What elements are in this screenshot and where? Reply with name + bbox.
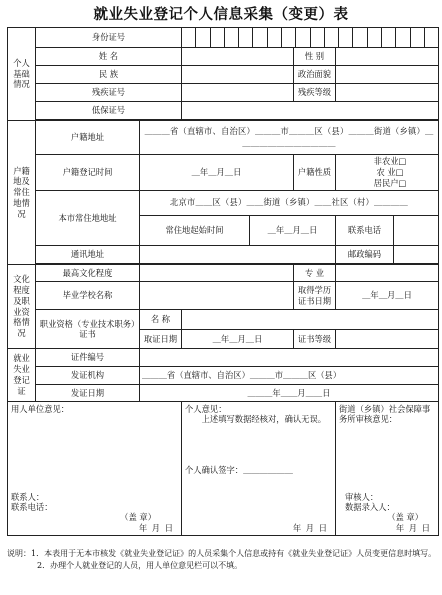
postcode-label: 邮政编码 bbox=[336, 246, 394, 264]
section-household: 户籍地及常住地情况 bbox=[8, 121, 36, 265]
cert-date-field[interactable]: ＿＿＿年＿＿月＿＿日 bbox=[140, 385, 439, 402]
insurance-label: 低保证号 bbox=[36, 102, 182, 120]
cert-issuer-label: 发证机构 bbox=[36, 367, 140, 385]
notes bbox=[7, 548, 438, 572]
gender-label: 性 别 bbox=[294, 48, 336, 66]
employer-opinion-box[interactable] bbox=[8, 402, 182, 536]
huji-address-label: 户籍地址 bbox=[36, 121, 140, 155]
personal-date: 年 月 日 bbox=[292, 522, 328, 533]
employer-opinion-title: 用人单位意见： bbox=[11, 404, 70, 414]
disability-level-label: 残疾等级 bbox=[294, 84, 336, 102]
note-2: 2．办理个人就业登记的人员，用人单位意见栏可以不填。 bbox=[37, 561, 243, 570]
option-resident[interactable]: 居民户□ bbox=[373, 177, 407, 188]
qual-date-field[interactable]: ＿年＿月＿日 bbox=[182, 330, 294, 349]
cert-issuer-field[interactable]: ＿＿＿省（直辖市、自治区）＿＿＿市＿＿＿区（县） bbox=[140, 367, 439, 385]
note-1: 说明：1．本表用于无本市核发《就业失业登记证》的人员采集个人信息或持有《就业失业登记证》人员变更信息时填写。 bbox=[7, 549, 437, 558]
political-label: 政治面貌 bbox=[294, 66, 336, 84]
id-number-boxes bbox=[182, 28, 438, 47]
employer-phone-label: 联系电话： bbox=[11, 501, 53, 512]
office-stamp: （盖 章） bbox=[387, 512, 424, 523]
id-number-field[interactable] bbox=[182, 28, 439, 48]
education-level-field[interactable] bbox=[140, 265, 294, 282]
disability-no-field[interactable] bbox=[182, 84, 294, 102]
political-field[interactable] bbox=[336, 66, 439, 84]
personal-opinion-box[interactable] bbox=[182, 402, 336, 536]
employer-stamp: （盖 章） bbox=[120, 512, 156, 523]
personal-confirm-text: 上述填写数据经核对，确认无误。 bbox=[201, 414, 327, 425]
huji-time-field[interactable]: ＿年＿月＿日 bbox=[140, 155, 294, 191]
insurance-field[interactable] bbox=[182, 102, 439, 120]
option-agri[interactable]: 农 业□ bbox=[376, 167, 404, 178]
info-form-table bbox=[7, 27, 439, 536]
resident-address-field[interactable]: 北京市＿＿区（县）＿＿街道（乡镇）＿＿社区（村）＿＿＿＿ bbox=[140, 191, 439, 216]
option-nonagri[interactable]: 非农业□ bbox=[373, 156, 407, 167]
disability-no-label: 残疾证号 bbox=[36, 84, 182, 102]
school-field[interactable] bbox=[140, 282, 294, 310]
disability-level-field[interactable] bbox=[336, 84, 439, 102]
qual-name-field[interactable] bbox=[182, 310, 439, 330]
ethnic-label: 民 族 bbox=[36, 66, 182, 84]
personal-sign-line[interactable]: 个人确认签字：＿＿＿＿＿＿ bbox=[185, 464, 293, 475]
qual-date-label: 取证日期 bbox=[140, 330, 182, 349]
mail-address-field[interactable] bbox=[140, 246, 336, 264]
resident-start-field[interactable]: ＿年＿月＿日 bbox=[250, 216, 336, 246]
qualification-label: 职业资格（专业技术职务）证书 bbox=[36, 310, 140, 349]
page-title: 就业失业登记个人信息采集（变更）表 bbox=[93, 7, 349, 23]
huji-type-label: 户籍性质 bbox=[294, 155, 336, 191]
cert-date-label: 发证日期 bbox=[36, 385, 140, 402]
education-level-label: 最高文化程度 bbox=[36, 265, 140, 282]
personal-opinion-title: 个人意见： bbox=[185, 404, 227, 414]
section-education: 文化程度及职业资格情况 bbox=[8, 265, 36, 349]
office-opinion-box[interactable] bbox=[336, 402, 439, 536]
mail-address-label: 通讯地址 bbox=[36, 246, 140, 264]
qual-name-label: 名 称 bbox=[140, 310, 182, 330]
major-label: 专 业 bbox=[294, 265, 336, 282]
huji-time-label: 户籍登记时间 bbox=[36, 155, 140, 191]
cert-no-field[interactable] bbox=[140, 349, 439, 367]
huji-address-field[interactable]: ＿＿＿省（直辖市、自治区）＿＿＿市＿＿＿区（县）＿＿＿街道（乡镇）＿＿＿＿＿＿＿＿＿＿＿＿ bbox=[140, 121, 439, 155]
huji-type-options[interactable] bbox=[336, 155, 439, 191]
qual-level-label: 证书等级 bbox=[294, 330, 336, 349]
employer-contact-label: 联系人： bbox=[11, 491, 45, 502]
name-field[interactable] bbox=[182, 48, 294, 66]
resident-address-label: 本市常住地地址 bbox=[36, 191, 140, 246]
employer-date: 年 月 日 bbox=[138, 522, 174, 533]
degree-date-label: 取得学历证书日期 bbox=[294, 282, 336, 310]
degree-date-field[interactable]: ＿年＿月＿日 bbox=[336, 282, 439, 310]
phone-field[interactable] bbox=[394, 216, 439, 246]
office-entry-label: 数据录入人： bbox=[345, 501, 395, 512]
ethnic-field[interactable] bbox=[182, 66, 294, 84]
office-date: 年 月 日 bbox=[395, 522, 432, 533]
school-label: 毕业学校名称 bbox=[36, 282, 140, 310]
id-number-label: 身份证号 bbox=[36, 28, 182, 48]
section-basic: 个人基础情况 bbox=[8, 28, 36, 121]
office-reviewer-label: 审核人： bbox=[345, 491, 379, 502]
office-opinion-title: 街道（乡镇）社会保障事务所审核意见： bbox=[339, 404, 431, 425]
postcode-field[interactable] bbox=[394, 246, 439, 264]
resident-start-label: 常住地起始时间 bbox=[140, 216, 250, 246]
gender-field[interactable] bbox=[336, 48, 439, 66]
cert-no-label: 证件编号 bbox=[36, 349, 140, 367]
name-label: 姓 名 bbox=[36, 48, 182, 66]
major-field[interactable] bbox=[336, 265, 439, 282]
section-cert: 就业失业登记证 bbox=[8, 349, 36, 402]
phone-label: 联系电话 bbox=[336, 216, 394, 246]
qual-level-field[interactable] bbox=[336, 330, 439, 349]
